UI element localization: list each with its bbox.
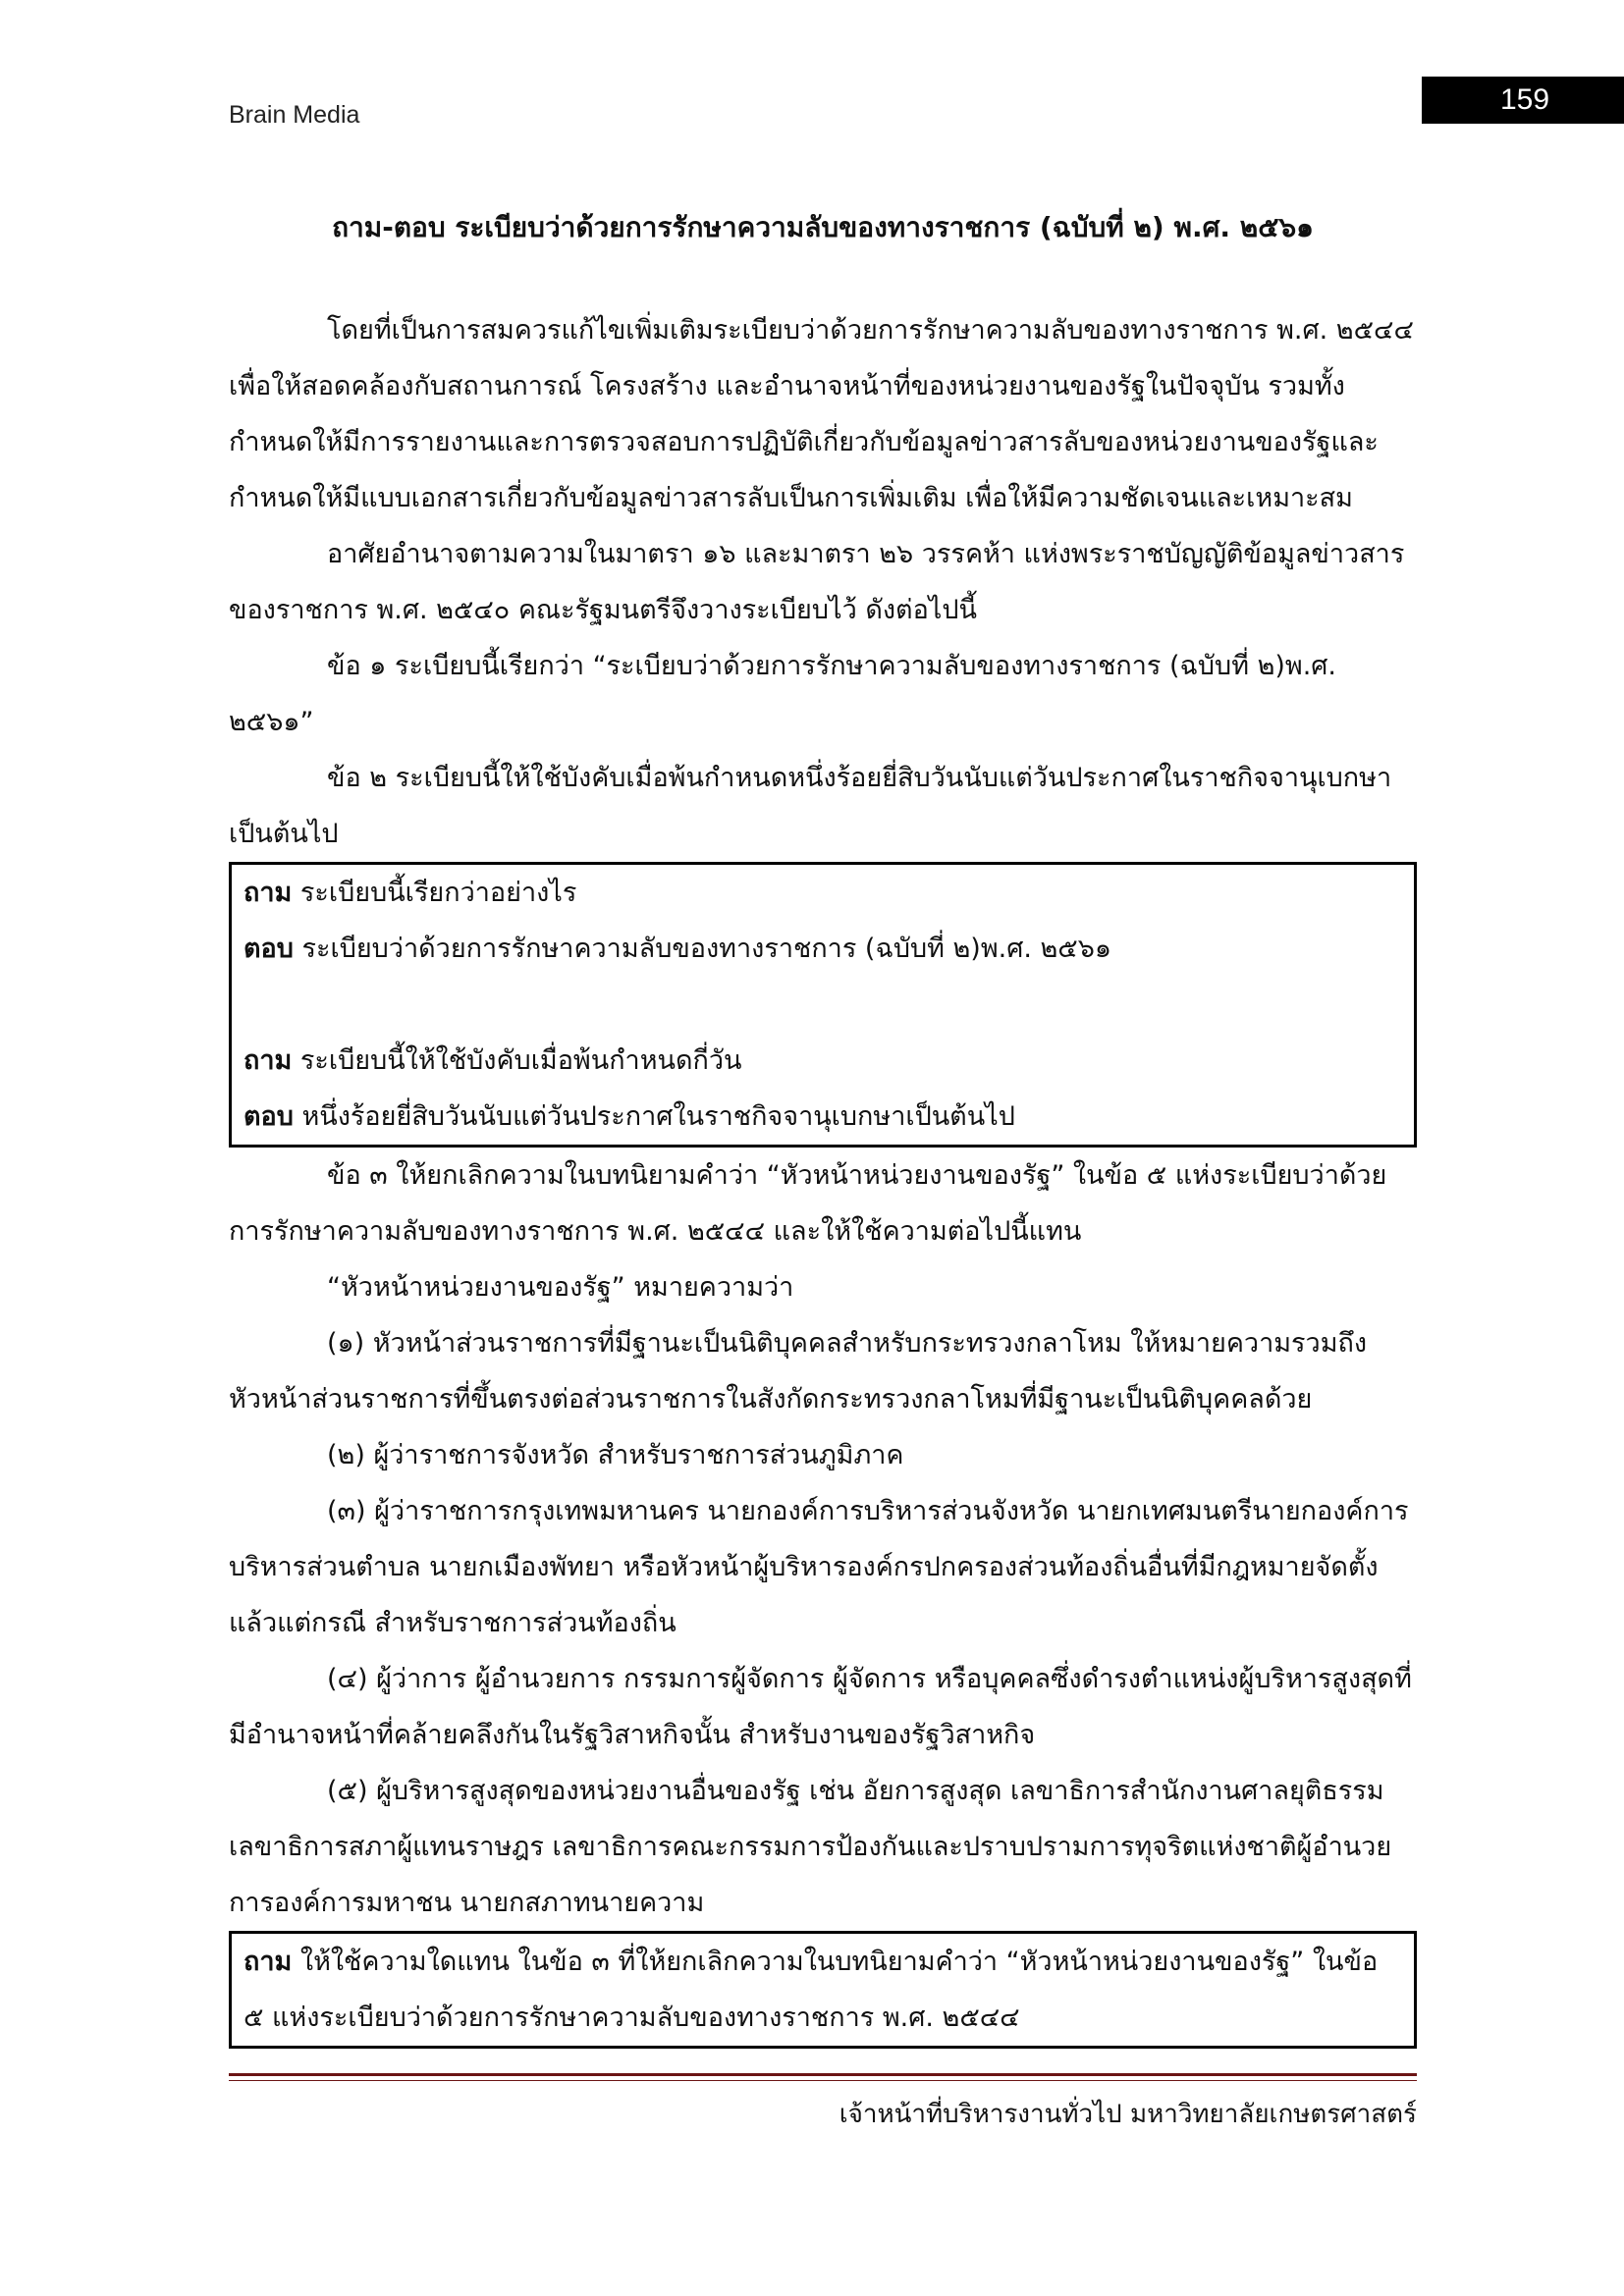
document-body	[229, 302, 1417, 2049]
paragraph: (๑) หัวหน้าส่วนราชการที่มีฐานะเป็นนิติบุคคลสำหรับกระทรวงกลาโหม ให้หมายความรวมถึงหัวหน้าส่วนราชการที่ขึ้นตรงต่อส่วนราชการในสังกัดกระทรวงกลาโหมที่มีฐานะเป็นนิติบุคคลด้วย	[229, 1328, 1368, 1415]
answer-label: ตอบ	[244, 1101, 294, 1132]
answer-text: ระเบียบว่าด้วยการรักษาความลับของทางราชการ (ฉบับที่ ๒)พ.ศ. ๒๕๖๑	[293, 934, 1112, 964]
paragraph: ข้อ ๓ ให้ยกเลิกความในบทนิยามคำว่า “หัวหน้าหน่วยงานของรัฐ” ในข้อ ๕ แห่งระเบียบว่าด้วยการรักษาความลับของทางราชการ พ.ศ. ๒๕๔๔ และให้ใช้ความต่อไปนี้แทน	[229, 1160, 1387, 1247]
qa-box	[229, 862, 1417, 1148]
paragraph: โดยที่เป็นการสมควรแก้ไขเพิ่มเติมระเบียบว่าด้วยการรักษาความลับของทางราชการ พ.ศ. ๒๕๔๔ เพื่อให้สอดคล้องกับสถานการณ์ โครงสร้าง และอำนาจหน้าที่ของหน่วยงานของรัฐในปัจจุบัน รวมทั้งกำหนดให้มีการรายงานและการตรวจสอบการปฏิบัติเกี่ยวกับข้อมูลข่าวสารลับของหน่วยงานของรัฐและกำหนดให้มีแบบเอกสารเกี่ยวกับข้อมูลข่าวสารลับเป็นการเพิ่มเติม เพื่อให้มีความชัดเจนและเหมาะสม	[229, 315, 1414, 513]
question-label: ถาม	[244, 878, 293, 908]
paragraph: (๒) ผู้ว่าราชการจังหวัด สำหรับราชการส่วนภูมิภาค	[327, 1440, 904, 1470]
qa-question	[244, 1033, 1402, 1089]
answer-label: ตอบ	[244, 934, 294, 964]
footer-rule	[229, 2073, 1417, 2081]
paragraph: อาศัยอำนาจตามความในมาตรา ๑๖ และมาตรา ๒๖ วรรคห้า แห่งพระราชบัญญัติข้อมูลข่าวสารของราชการ พ.ศ. ๒๕๔๐ คณะรัฐมนตรีจึงวางระเบียบไว้ ดังต่อไปนี้	[229, 539, 1405, 625]
question-text: ระเบียบนี้เรียกว่าอย่างไร	[292, 878, 577, 908]
question-label: ถาม	[244, 1045, 293, 1076]
paragraph: (๔) ผู้ว่าการ ผู้อำนวยการ กรรมการผู้จัดการ ผู้จัดการ หรือบุคคลซึ่งดำรงตำแหน่งผู้บริหารสูงสุดที่มีอำนาจหน้าที่คล้ายคลึงกันในรัฐวิสาหกิจนั้น สำหรับงานของรัฐวิสาหกิจ	[229, 1664, 1412, 1750]
qa-question	[244, 865, 1402, 921]
question-text: ระเบียบนี้ให้ใช้บังคับเมื่อพ้นกำหนดกี่วัน	[292, 1045, 742, 1076]
qa-answer	[244, 921, 1402, 977]
footer-text: เจ้าหน้าที่บริหารงานทั่วไป มหาวิทยาลัยเกษตรศาสตร์	[839, 2100, 1417, 2129]
question-text: ให้ใช้ความใดแทน ในข้อ ๓ ที่ให้ยกเลิกความในบทนิยามคำว่า “หัวหน้าหน่วยงานของรัฐ” ในข้อ ๕ แห่งระเบียบว่าด้วยการรักษาความลับของทางราชการ พ.ศ. ๒๕๔๔	[244, 1947, 1379, 2033]
qa-question	[244, 1934, 1402, 2046]
paragraph: (๓) ผู้ว่าราชการกรุงเทพมหานคร นายกองค์การบริหารส่วนจังหวัด นายกเทศมนตรีนายกองค์การบริหารส่วนตำบล นายกเมืองพัทยา หรือหัวหน้าผู้บริหารองค์กรปกครองส่วนท้องถิ่นอื่นที่มีกฎหมายจัดตั้งแล้วแต่กรณี สำหรับราชการส่วนท้องถิ่น	[229, 1496, 1409, 1638]
question-label: ถาม	[244, 1947, 293, 1977]
paragraph: ข้อ ๒ ระเบียบนี้ให้ใช้บังคับเมื่อพ้นกำหนดหนึ่งร้อยยี่สิบวันนับแต่วันประกาศในราชกิจจานุเบกษาเป็นต้นไป	[229, 763, 1392, 849]
footer-rule-thin	[229, 2080, 1417, 2081]
paragraph: “หัวหน้าหน่วยงานของรัฐ” หมายความว่า	[327, 1272, 794, 1303]
document-title: ถาม-ตอบ ระเบียบว่าด้วยการรักษาความลับของทางราชการ (ฉบับที่ ๒) พ.ศ. ๒๕๖๑	[332, 211, 1314, 243]
qa-answer	[244, 1089, 1402, 1145]
paragraph: ข้อ ๑ ระเบียบนี้เรียกว่า “ระเบียบว่าด้วยการรักษาความลับของทางราชการ (ฉบับที่ ๒)พ.ศ. ๒๕๖๑”	[229, 651, 1337, 737]
page-number: 159	[1422, 77, 1624, 124]
brand-name: Brain Media	[229, 101, 360, 129]
qa-box	[229, 1931, 1417, 2049]
answer-text: หนึ่งร้อยยี่สิบวันนับแต่วันประกาศในราชกิจจานุเบกษาเป็นต้นไป	[293, 1101, 1015, 1132]
paragraph: (๕) ผู้บริหารสูงสุดของหน่วยงานอื่นของรัฐ เช่น อัยการสูงสุด เลขาธิการสำนักงานศาลยุติธรรมเลขาธิการสภาผู้แทนราษฎร เลขาธิการคณะกรรมการป้องกันและปราบปรามการทุจริตแห่งชาติผู้อำนวยการองค์การมหาชน นายกสภาทนายความ	[229, 1776, 1392, 1918]
footer-rule-thick	[229, 2073, 1417, 2076]
spacer	[244, 977, 1402, 1033]
